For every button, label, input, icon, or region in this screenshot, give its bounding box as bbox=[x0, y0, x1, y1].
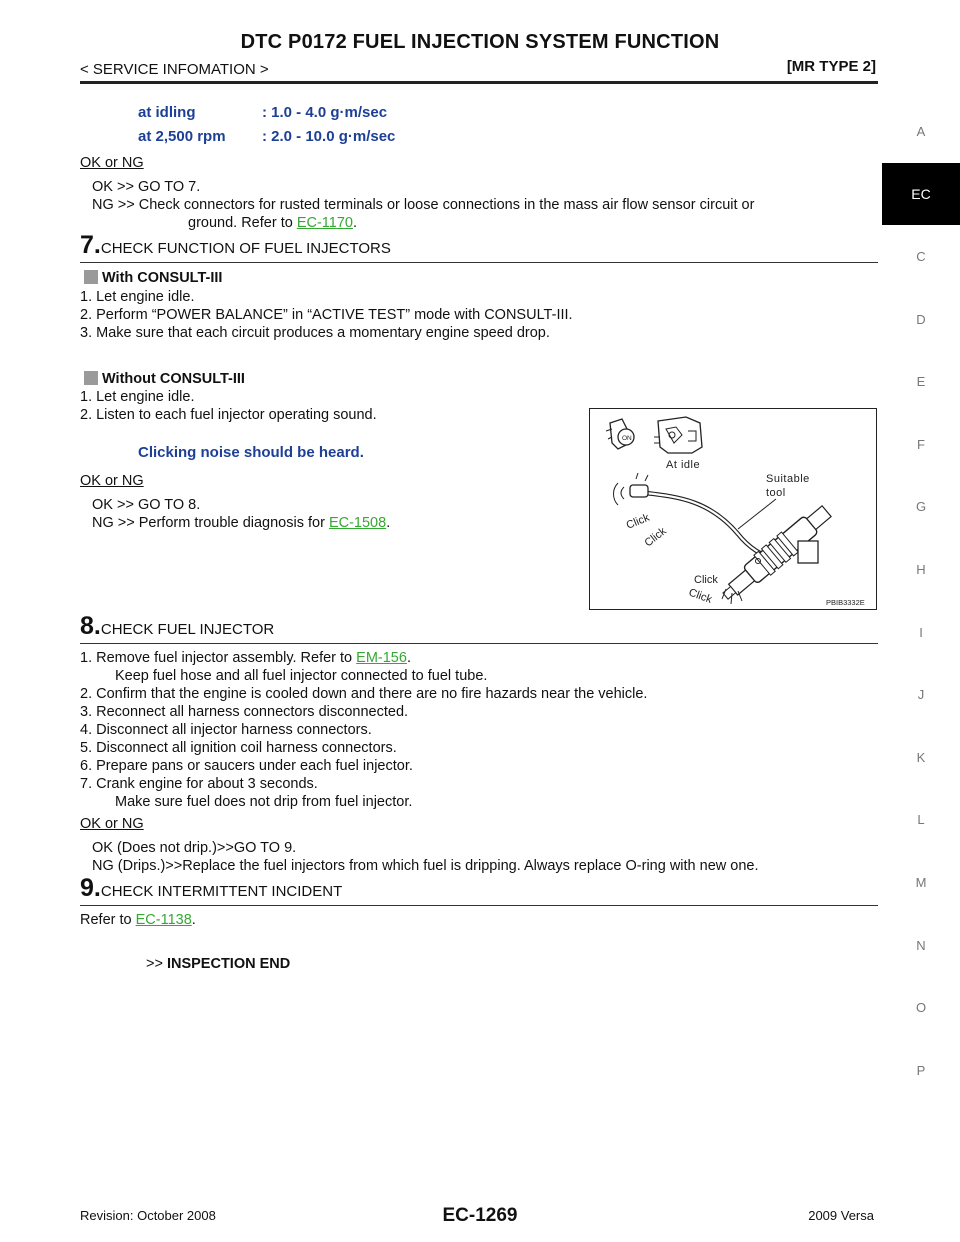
side-tab[interactable]: K bbox=[916, 749, 926, 765]
ref-link[interactable]: EC-1138 bbox=[135, 912, 192, 928]
list-subitem: Keep fuel hose and all fuel injector connected to fuel tube. bbox=[115, 668, 488, 684]
step-title: CHECK FUEL INJECTOR bbox=[100, 621, 275, 638]
ng-result: NG >> Check connectors for rusted terminals or loose connections in the mass air flow sensor circuit or bbox=[92, 197, 755, 213]
click-label: Click bbox=[642, 525, 669, 550]
side-tab[interactable]: O bbox=[915, 1000, 927, 1016]
ok-ng-label: OK or NG bbox=[80, 155, 144, 171]
side-tab[interactable]: J bbox=[917, 687, 925, 703]
side-tab-index bbox=[882, 100, 960, 1102]
list-item: 4. Disconnect all injector harness connectors. bbox=[80, 722, 372, 738]
side-tab[interactable]: D bbox=[916, 311, 926, 327]
side-tab[interactable]: F bbox=[917, 436, 925, 452]
step-heading bbox=[80, 231, 391, 260]
page-number: EC-1269 bbox=[442, 1205, 518, 1226]
step-title: CHECK INTERMITTENT INCIDENT bbox=[100, 883, 343, 900]
consult-icon bbox=[84, 270, 98, 284]
side-tab[interactable]: N bbox=[916, 937, 926, 953]
spec-note: Clicking noise should be heard. bbox=[138, 444, 364, 461]
step-divider bbox=[80, 905, 878, 906]
spec-condition: at 2,500 rpm bbox=[138, 128, 226, 145]
side-tab[interactable]: H bbox=[916, 561, 926, 577]
list-item: 6. Prepare pans or saucers under each fuel injector. bbox=[80, 758, 413, 774]
side-tab[interactable]: L bbox=[917, 812, 925, 828]
ignition-key-icon bbox=[606, 419, 634, 449]
side-tab-active[interactable]: EC bbox=[882, 163, 960, 226]
click-label: Click bbox=[694, 574, 718, 586]
side-tab[interactable]: I bbox=[919, 624, 923, 640]
side-tab[interactable]: G bbox=[915, 499, 927, 515]
suitable-label: Suitable bbox=[766, 473, 810, 485]
step-number: 7. bbox=[80, 231, 101, 259]
section-label: < SERVICE INFOMATION > bbox=[80, 61, 269, 78]
ng-result: NG (Drips.)>>Replace the fuel injectors from which fuel is dripping. Always replace O-ring with new one. bbox=[92, 858, 759, 874]
side-tab[interactable]: C bbox=[916, 248, 926, 264]
step-divider bbox=[80, 643, 878, 644]
ng-result: NG >> Perform trouble diagnosis for EC-1508. bbox=[92, 515, 391, 531]
list-item: 5. Disconnect all ignition coil harness connectors. bbox=[80, 740, 397, 756]
list-item: 3. Make sure that each circuit produces a momentary engine speed drop. bbox=[80, 325, 550, 341]
click-label: Click bbox=[686, 586, 714, 606]
side-tab[interactable]: E bbox=[916, 374, 926, 390]
step-number: 9. bbox=[80, 874, 101, 902]
list-item: 2. Confirm that the engine is cooled down and there are no fire hazards near the vehicle. bbox=[80, 686, 648, 702]
ref-link[interactable]: EM-156 bbox=[356, 650, 407, 666]
ok-result: OK (Does not drip.)>>GO TO 9. bbox=[92, 840, 297, 856]
model-year: 2009 Versa bbox=[808, 1208, 874, 1223]
spec-condition: at idling bbox=[138, 104, 196, 121]
at-idle-label: At idle bbox=[666, 459, 701, 471]
spec-value: : 1.0 - 4.0 g·m/sec bbox=[262, 104, 388, 121]
list-item: 1. Remove fuel injector assembly. Refer to EM-156. bbox=[80, 650, 411, 666]
fuel-injector-icon bbox=[717, 501, 835, 606]
list-item: 3. Reconnect all harness connectors disconnected. bbox=[80, 704, 409, 720]
earpiece-icon bbox=[614, 473, 649, 505]
list-subitem: Make sure fuel does not drip from fuel injector. bbox=[115, 794, 413, 810]
key-on-label: ON bbox=[622, 435, 632, 442]
step-divider bbox=[80, 262, 878, 263]
revision-date: Revision: October 2008 bbox=[80, 1208, 216, 1223]
injector-illustration bbox=[590, 409, 875, 608]
step-title: CHECK FUNCTION OF FUEL INJECTORS bbox=[100, 240, 391, 257]
no-consult-icon bbox=[84, 371, 98, 385]
ref-link[interactable]: EC-1170 bbox=[296, 215, 353, 231]
list-item: 1. Let engine idle. bbox=[80, 289, 195, 305]
refer-line: Refer to EC-1138. bbox=[80, 912, 196, 928]
ref-link[interactable]: EC-1508 bbox=[328, 515, 387, 531]
injector-figure bbox=[589, 408, 877, 610]
tool-label: tool bbox=[766, 487, 786, 499]
figure-code: PBIB3332E bbox=[826, 598, 865, 607]
step-heading bbox=[80, 874, 342, 903]
engine-icon bbox=[654, 417, 702, 453]
step-number: 8. bbox=[80, 612, 101, 640]
with-consult-label: With CONSULT-III bbox=[84, 269, 222, 287]
ok-result: OK >> GO TO 7. bbox=[92, 179, 201, 195]
list-item: 1. Let engine idle. bbox=[80, 389, 195, 405]
click-label: Click bbox=[624, 511, 652, 532]
inspection-end: >> INSPECTION END bbox=[146, 956, 291, 972]
side-tab[interactable]: M bbox=[915, 874, 927, 890]
list-item: 2. Perform “POWER BALANCE” in “ACTIVE TEST” mode with CONSULT-III. bbox=[80, 307, 573, 323]
list-item: 2. Listen to each fuel injector operating sound. bbox=[80, 407, 377, 423]
list-item: 7. Crank engine for about 3 seconds. bbox=[80, 776, 318, 792]
without-consult-label: Without CONSULT-III bbox=[84, 370, 245, 388]
ok-result: OK >> GO TO 8. bbox=[92, 497, 201, 513]
leader-line bbox=[738, 499, 776, 529]
ok-ng-label: OK or NG bbox=[80, 816, 144, 832]
ng-result-cont: ground. Refer to EC-1170. bbox=[188, 215, 358, 231]
step-heading bbox=[80, 612, 274, 641]
header-divider bbox=[80, 81, 878, 84]
side-tab[interactable]: A bbox=[916, 123, 926, 139]
model-type: [MR TYPE 2] bbox=[786, 58, 876, 75]
page-title: DTC P0172 FUEL INJECTION SYSTEM FUNCTION bbox=[240, 31, 720, 53]
side-tab[interactable]: P bbox=[916, 1062, 926, 1078]
spec-value: : 2.0 - 10.0 g·m/sec bbox=[262, 128, 396, 145]
ok-ng-label: OK or NG bbox=[80, 473, 144, 489]
